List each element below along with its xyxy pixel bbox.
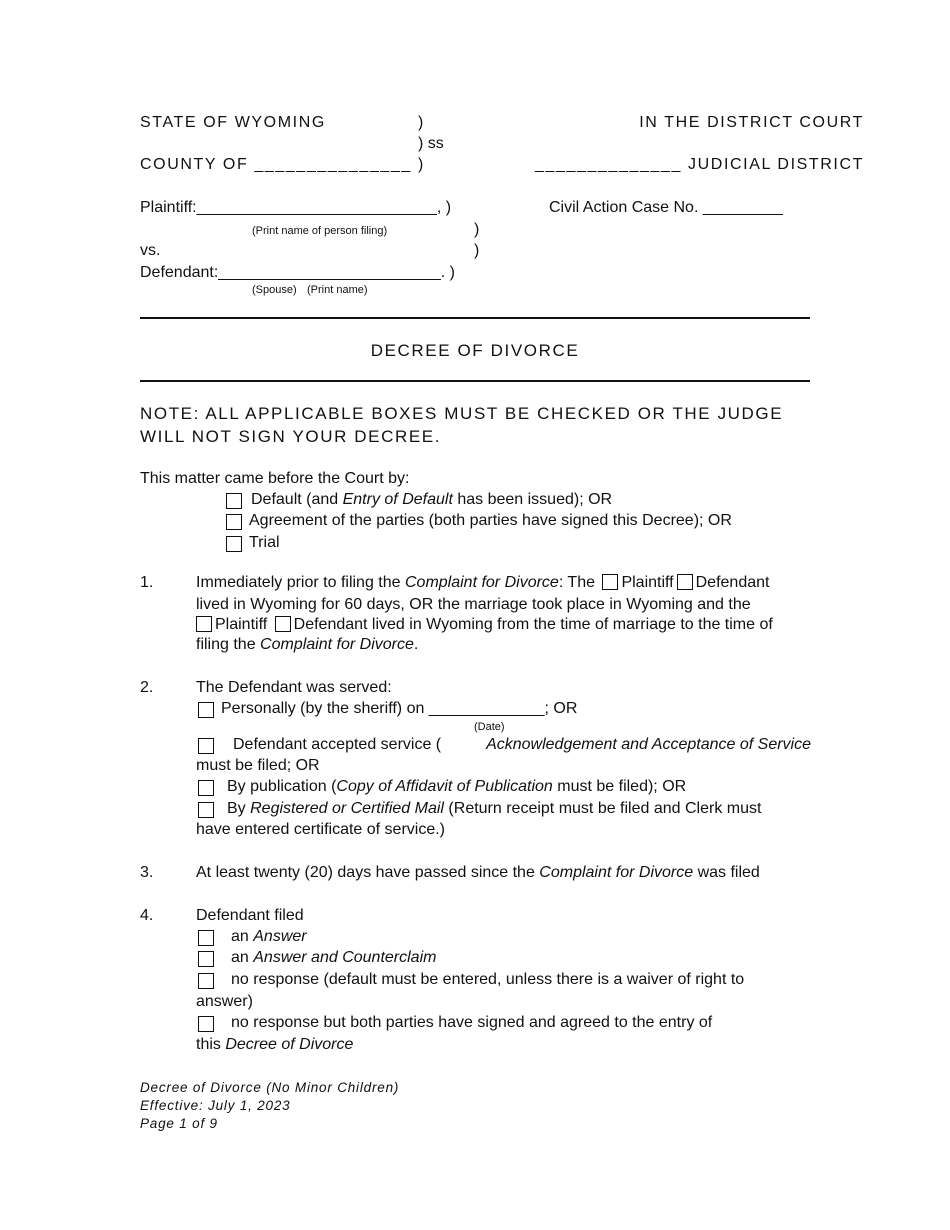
personal-service-checkbox[interactable] bbox=[198, 702, 214, 718]
footer-page-number: Page 1 of 9 bbox=[140, 1116, 218, 1131]
agreed-entry-label-2: this Decree of Divorce bbox=[196, 1036, 354, 1053]
default-label: Default (and Entry of Default has been issued); OR bbox=[251, 491, 613, 508]
residency-line-2: lived in Wyoming for 60 days, OR the marriage took place in Wyoming and the bbox=[196, 596, 751, 613]
plaintiff-field[interactable]: Plaintiff:___________________________, ) bbox=[140, 199, 452, 216]
waiting-period-text: At least twenty (20) days have passed since the Complaint for Divorce was filed bbox=[196, 864, 760, 881]
answer-checkbox[interactable] bbox=[198, 930, 214, 946]
agreement-checkbox[interactable] bbox=[226, 514, 242, 530]
court-label: IN THE DISTRICT COURT bbox=[639, 114, 864, 131]
caption-paren: ) bbox=[418, 114, 424, 131]
default-checkbox[interactable] bbox=[226, 493, 242, 509]
personal-service-label: Personally (by the sheriff) on _____________; OR bbox=[221, 700, 578, 717]
marriage-plaintiff-checkbox[interactable] bbox=[196, 616, 212, 632]
no-response-checkbox[interactable] bbox=[198, 973, 214, 989]
marriage-defendant-checkbox[interactable] bbox=[275, 616, 291, 632]
vs-label: vs. bbox=[140, 242, 161, 259]
item-number: 4. bbox=[140, 907, 154, 924]
service-lead: The Defendant was served: bbox=[196, 679, 392, 696]
residency-line-4: filing the Complaint for Divorce. bbox=[196, 636, 419, 653]
note-line-2: WILL NOT SIGN YOUR DECREE. bbox=[140, 427, 442, 446]
defendant-field[interactable]: Defendant:_________________________. ) bbox=[140, 264, 455, 281]
residency-defendant-checkbox[interactable] bbox=[677, 574, 693, 590]
accepted-service-line: Defendant accepted service ( Acknowledgement and Acceptance of Service bbox=[233, 736, 811, 753]
answer-label: an Answer bbox=[231, 928, 307, 945]
note-line-1: NOTE: ALL APPLICABLE BOXES MUST BE CHECKED OR THE JUDGE bbox=[140, 404, 784, 423]
item-number: 1. bbox=[140, 574, 154, 591]
county-field[interactable]: COUNTY OF _______________ bbox=[140, 156, 412, 173]
agreement-label: Agreement of the parties (both parties have signed this Decree); OR bbox=[249, 512, 732, 529]
state-label: STATE OF WYOMING bbox=[140, 114, 326, 131]
defendant-note-spouse: (Spouse) bbox=[252, 284, 297, 296]
caption-paren: ) bbox=[474, 221, 480, 238]
residency-line-3: Plaintiff Defendant lived in Wyoming from the time of marriage to the time of bbox=[196, 616, 773, 634]
defendant-filed-lead: Defendant filed bbox=[196, 907, 304, 924]
plaintiff-note: (Print name of person filing) bbox=[252, 225, 388, 237]
accepted-service-line-2: must be filed; OR bbox=[196, 757, 320, 774]
publication-checkbox[interactable] bbox=[198, 780, 214, 796]
residency-plaintiff-checkbox[interactable] bbox=[602, 574, 618, 590]
agreed-entry-checkbox[interactable] bbox=[198, 1016, 214, 1032]
no-response-label-2: answer) bbox=[196, 993, 253, 1010]
footer-form-name: Decree of Divorce (No Minor Children) bbox=[140, 1080, 400, 1095]
caption-paren: ) bbox=[474, 242, 480, 259]
divider bbox=[140, 317, 810, 319]
document-title: DECREE OF DIVORCE bbox=[370, 341, 580, 360]
mail-label: By Registered or Certified Mail (Return receipt must be filed and Clerk must bbox=[227, 800, 762, 817]
footer-effective-date: Effective: July 1, 2023 bbox=[140, 1098, 291, 1113]
agreed-entry-label: no response but both parties have signed and agreed to the entry of bbox=[231, 1014, 713, 1031]
intro-lead: This matter came before the Court by: bbox=[140, 470, 410, 487]
caption-paren: ) bbox=[418, 156, 424, 173]
case-number-field[interactable]: Civil Action Case No. _________ bbox=[549, 199, 783, 216]
divider bbox=[140, 380, 810, 382]
counterclaim-label: an Answer and Counterclaim bbox=[231, 949, 437, 966]
item-number: 3. bbox=[140, 864, 154, 881]
judicial-district-field[interactable]: ______________ JUDICIAL DISTRICT bbox=[535, 156, 864, 173]
mail-checkbox[interactable] bbox=[198, 802, 214, 818]
item-number: 2. bbox=[140, 679, 154, 696]
caption-ss: ) ss bbox=[418, 135, 444, 152]
publication-label: By publication (Copy of Affidavit of Publication must be filed); OR bbox=[227, 778, 687, 795]
date-note: (Date) bbox=[474, 721, 505, 733]
counterclaim-checkbox[interactable] bbox=[198, 951, 214, 967]
mail-label-2: have entered certificate of service.) bbox=[196, 821, 446, 838]
trial-checkbox[interactable] bbox=[226, 536, 242, 552]
trial-label: Trial bbox=[249, 534, 280, 551]
accepted-service-checkbox[interactable] bbox=[198, 738, 214, 754]
no-response-label: no response (default must be entered, unless there is a waiver of right to bbox=[231, 971, 745, 988]
residency-line-1: Immediately prior to filing the Complaint for Divorce: The Plaintiff Defendant bbox=[196, 574, 770, 591]
defendant-note-name: (Print name) bbox=[307, 284, 368, 296]
